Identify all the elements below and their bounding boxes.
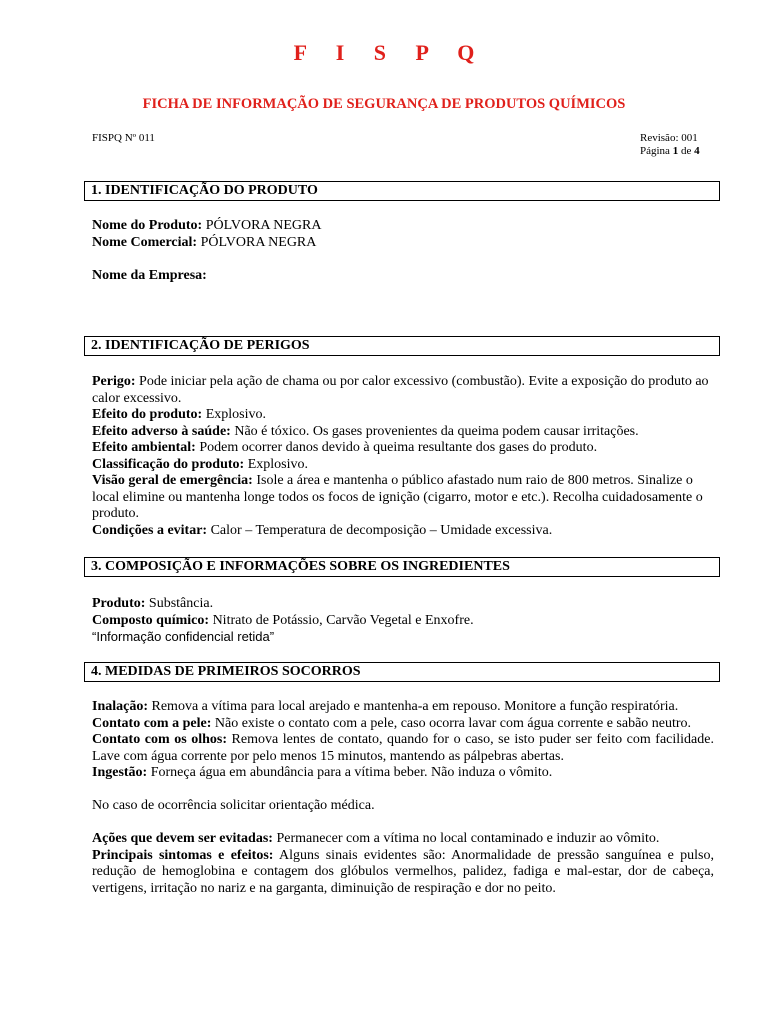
perigo-text: Pode iniciar pela ação de chama ou por calor excessivo (combustão). Evite a exposição do produto ao calor excessivo. — [92, 374, 709, 406]
inalacao-paragraph — [92, 699, 714, 716]
page-mid: de — [678, 145, 695, 157]
pele-text: Não existe o contato com a pele, caso ocorra lavar com água corrente e sabão neutro. — [211, 715, 692, 731]
confidential-note: “Informação confidencial retida” — [92, 629, 275, 644]
pele-label: Contato com a pele: — [92, 715, 212, 731]
efeito-paragraph — [92, 407, 714, 424]
saude-label: Efeito adverso à saúde: — [92, 423, 231, 439]
visao-text: Isole a área e mantenha o público afastado num raio de 800 metros. Sinalize o local elimine ou mantenha longe todos os focos de ignição (cigarro, motor e etc.). Recolha cuidadosamente o produto. — [92, 473, 703, 521]
composto-label: Composto químico: — [92, 612, 210, 628]
produto-label: Produto: — [92, 596, 146, 611]
section-3-body — [92, 596, 714, 646]
olhos-text: Remova lentes de contato, quando for o caso, se isto puder ser feito com facilidade. Lave com água corrente por pelo menos 15 minutos, mantendo as pálpebras abertas. — [92, 732, 714, 764]
section-1-body — [92, 218, 714, 284]
ingestao-paragraph — [92, 765, 714, 782]
saude-paragraph — [92, 424, 714, 441]
section-4-heading: 4. MEDIDAS DE PRIMEIROS SOCORROS — [84, 662, 720, 682]
company-name-label: Nome da Empresa: — [92, 267, 207, 283]
page-current: 1 — [672, 145, 679, 157]
revision-number: Revisão: 001 — [640, 132, 698, 144]
acoes-paragraph — [92, 831, 714, 848]
ingestao-label: Ingestão: — [92, 765, 148, 780]
page-total: 4 — [694, 145, 700, 157]
composto-paragraph — [92, 613, 714, 630]
section-4-body — [92, 699, 714, 897]
commercial-name-label: Nome Comercial: — [92, 234, 198, 250]
commercial-name-value: PÓLVORA NEGRA — [197, 234, 317, 250]
acoes-label: Ações que devem ser evitadas: — [92, 831, 273, 846]
page-prefix: Página — [640, 145, 673, 157]
pele-paragraph — [92, 716, 714, 733]
document-title: F I S P Q — [293, 40, 487, 65]
composto-text: Nitrato de Potássio, Carvão Vegetal e Enxofre. — [209, 612, 474, 628]
produto-paragraph — [92, 596, 714, 613]
sintomas-label: Principais sintomas e efeitos: — [92, 847, 274, 863]
inalacao-label: Inalação: — [92, 699, 148, 714]
sintomas-text: Alguns sinais evidentes são: Anormalidade de pressão sanguínea e pulso, redução de hemoglobina e contagem dos glóbulos vermelhos, palidez, fadiga e mal-estar, dor de cabeça, vertigens, irritação no nariz e na garganta, diminuição de respiração e dor no peito. — [92, 847, 715, 896]
ambiental-text: Podem ocorrer danos devido à queima resultante dos gases do produto. — [195, 440, 598, 455]
saude-text: Não é tóxico. Os gases provenientes da queima podem causar irritações. — [230, 423, 639, 439]
condicoes-paragraph — [92, 523, 714, 540]
sintomas-paragraph — [92, 848, 714, 898]
medical-advice: No caso de ocorrência solicitar orientação médica. — [92, 798, 375, 813]
perigo-label: Perigo: — [92, 374, 136, 389]
section-2-body — [92, 374, 714, 539]
condicoes-label: Condições a evitar: — [92, 522, 208, 538]
classificacao-label: Classificação do produto: — [92, 456, 245, 472]
classificacao-paragraph — [92, 457, 714, 474]
visao-label: Visão geral de emergência: — [92, 473, 253, 488]
condicoes-text: Calor – Temperatura de decomposição – Umidade excessiva. — [207, 522, 553, 538]
olhos-paragraph — [92, 732, 714, 765]
perigo-paragraph — [92, 374, 714, 407]
document-subtitle: FICHA DE INFORMAÇÃO DE SEGURANÇA DE PRODUTOS QUÍMICOS — [142, 96, 626, 112]
product-name-line — [92, 218, 714, 235]
ambiental-paragraph — [92, 440, 714, 457]
efeito-label: Efeito do produto: — [92, 407, 203, 422]
efeito-text: Explosivo. — [202, 407, 266, 422]
product-name-value: PÓLVORA NEGRA — [202, 218, 322, 233]
visao-paragraph — [92, 473, 714, 523]
ambiental-label: Efeito ambiental: — [92, 440, 196, 455]
section-1-heading: 1. IDENTIFICAÇÃO DO PRODUTO — [84, 181, 720, 201]
produto-text: Substância. — [145, 596, 214, 611]
product-name-label: Nome do Produto: — [92, 218, 203, 233]
inalacao-text: Remova a vítima para local arejado e mantenha-a em repouso. Monitore a função respiratória. — [148, 699, 679, 714]
section-3-heading: 3. COMPOSIÇÃO E INFORMAÇÕES SOBRE OS INGREDIENTES — [84, 557, 720, 577]
olhos-label: Contato com os olhos: — [92, 732, 227, 747]
commercial-name-line — [92, 235, 714, 252]
ingestao-text: Forneça água em abundância para a vítima beber. Não induza o vômito. — [147, 765, 553, 780]
company-name-line — [92, 268, 714, 285]
classificacao-text: Explosivo. — [244, 456, 308, 472]
document-number: FISPQ Nº 011 — [92, 132, 155, 144]
section-2-heading: 2. IDENTIFICAÇÃO DE PERIGOS — [84, 336, 720, 356]
revision-info — [640, 132, 700, 158]
acoes-text: Permanecer com a vítima no local contaminado e induzir ao vômito. — [272, 831, 660, 846]
page-indicator — [640, 145, 700, 158]
